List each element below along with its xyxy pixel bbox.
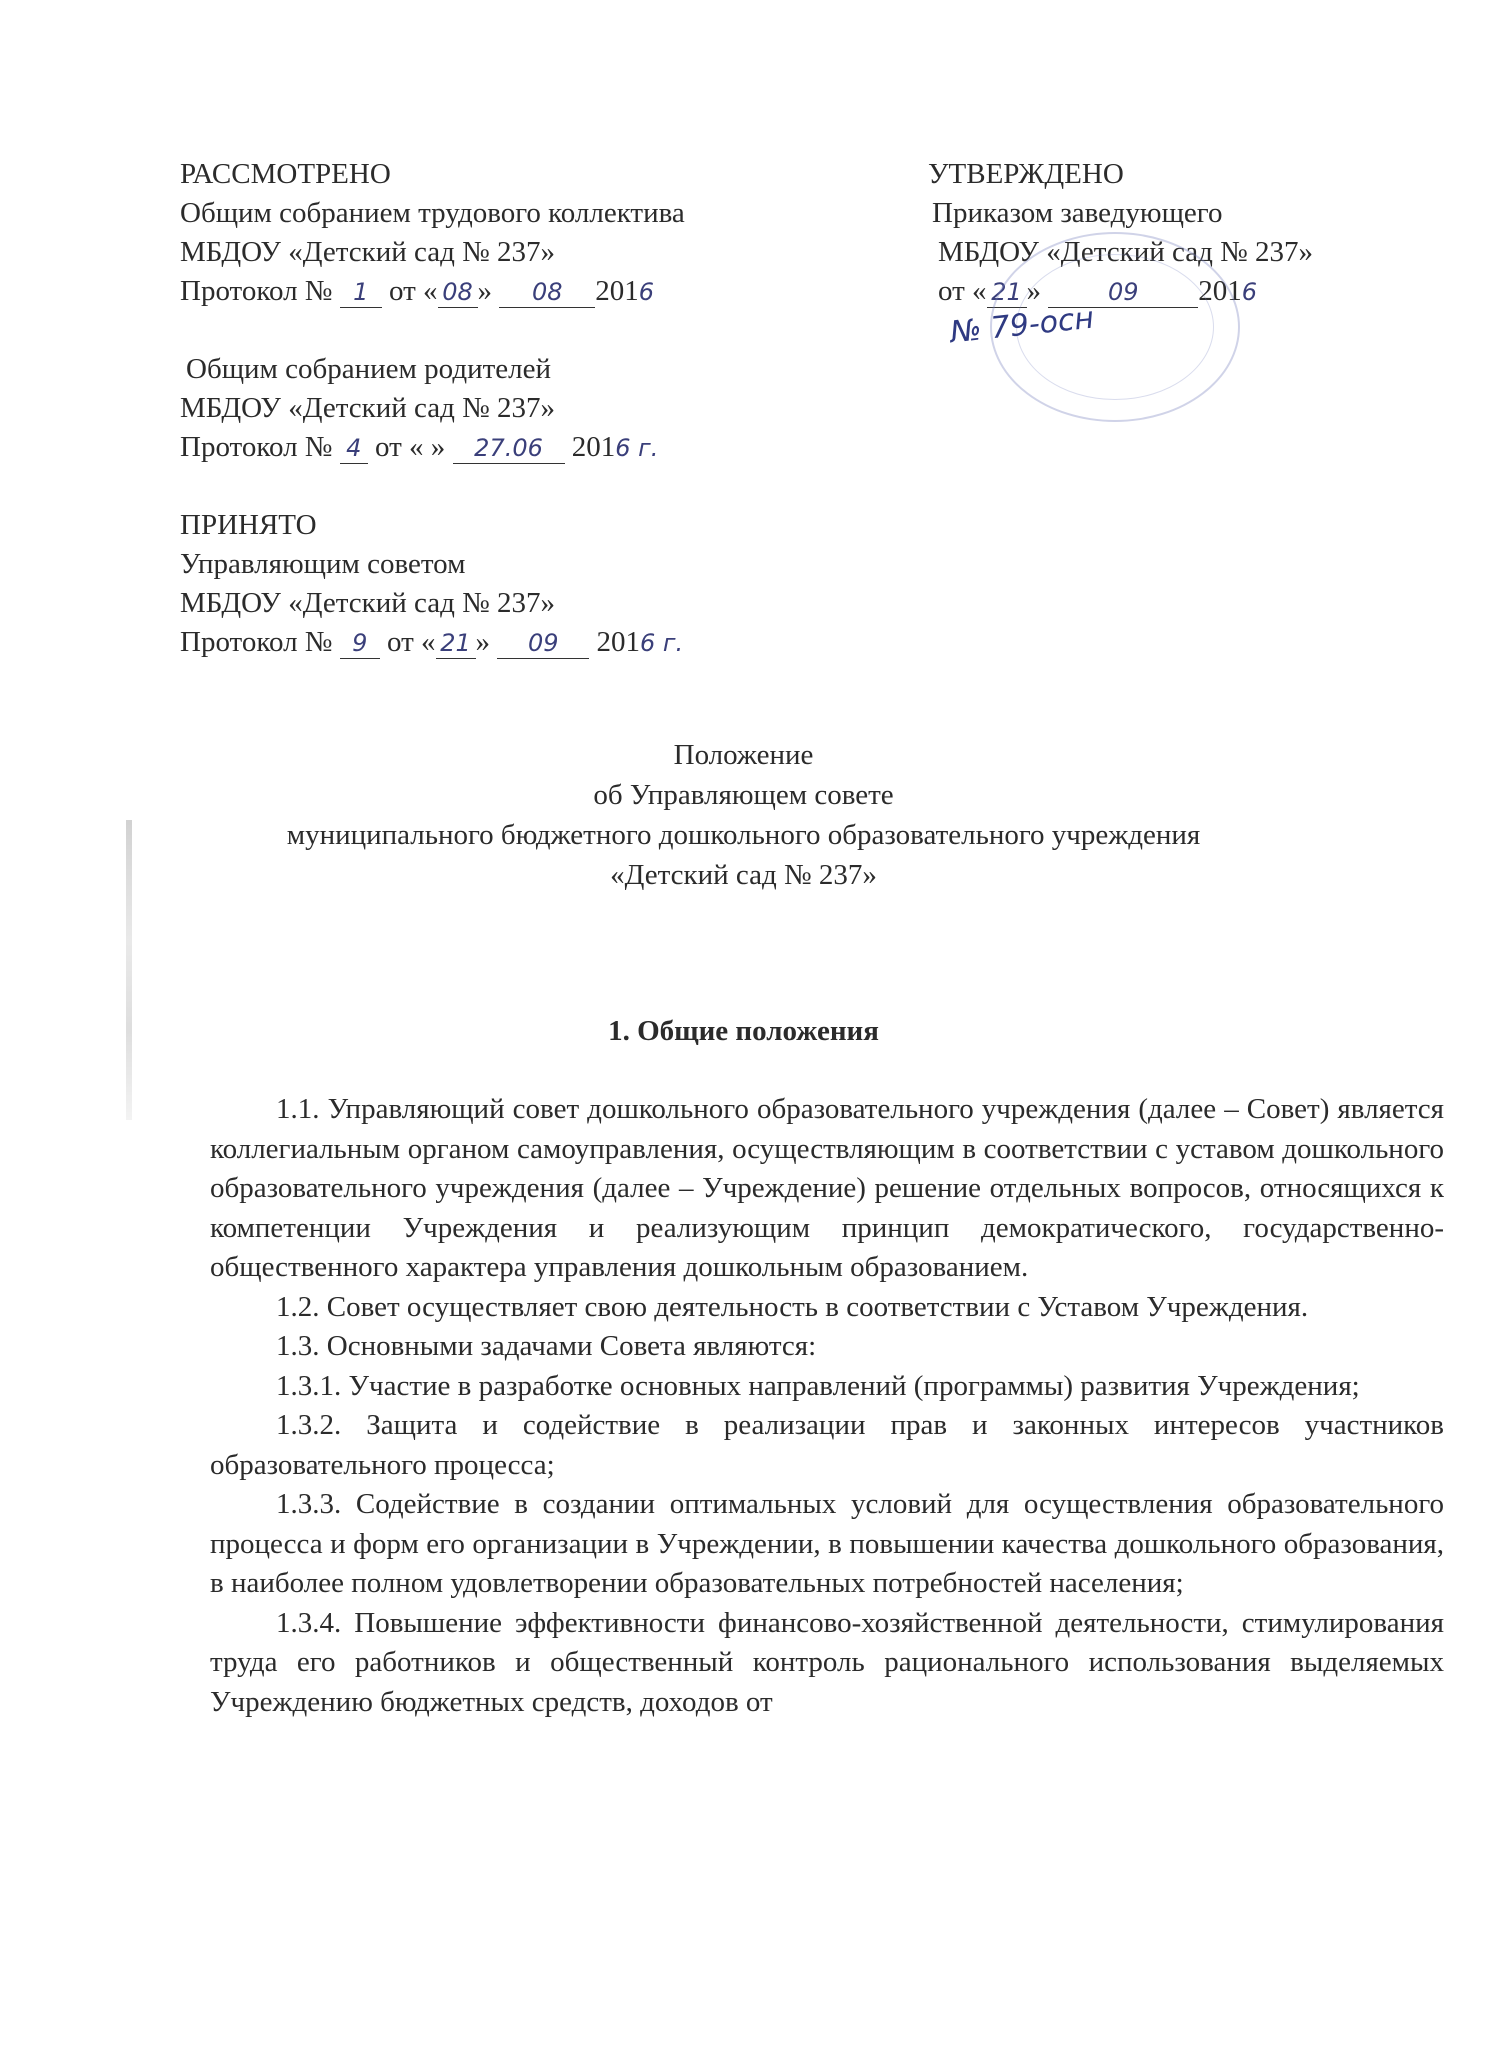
section-heading: 1. Общие положения bbox=[608, 1015, 879, 1047]
order-year: 201 bbox=[1198, 275, 1242, 307]
protocol-from: от « bbox=[386, 626, 436, 658]
order-day: 21 bbox=[991, 278, 1022, 306]
protocol-line bbox=[180, 428, 685, 467]
title-line: Положение bbox=[673, 739, 814, 771]
protocol-line bbox=[180, 272, 685, 311]
general-meeting-staff: Общим собранием трудового коллектива bbox=[180, 197, 685, 229]
protocol-from: от « » bbox=[374, 431, 446, 463]
protocol-number: 4 bbox=[346, 434, 362, 462]
protocol-month: 09 bbox=[528, 629, 559, 657]
protocol-day: 21 bbox=[440, 629, 471, 657]
protocol-number: 9 bbox=[352, 629, 368, 657]
paragraph: 1.3.2. Защита и содействие в реализации прав и законных интересов участников образовательного процесса; bbox=[210, 1409, 1444, 1481]
protocol-number: 1 bbox=[353, 278, 369, 306]
section-body bbox=[210, 1090, 1444, 1722]
paragraph: 1.2. Совет осуществляет свою деятельность в соответствии с Уставом Учреждения. bbox=[276, 1290, 1309, 1323]
protocol-year: 201 bbox=[571, 431, 616, 463]
paragraph: 1.3.1. Участие в разработке основных направлений (программы) развития Учреждения; bbox=[276, 1369, 1360, 1402]
protocol-year: 201 bbox=[595, 275, 639, 307]
order-year-hand: 6 bbox=[1241, 278, 1258, 306]
order-number-handwritten: № 79-осн bbox=[948, 300, 1096, 351]
protocol-close: » bbox=[475, 626, 491, 658]
protocol-month: 08 bbox=[532, 278, 563, 306]
institution-name: МБДОУ «Детский сад № 237» bbox=[938, 236, 1314, 268]
institution-name: МБДОУ «Детский сад № 237» bbox=[180, 236, 556, 268]
protocol-from: от « bbox=[388, 275, 438, 307]
protocol-year-hand: 6 г. bbox=[615, 434, 659, 462]
order-label: Приказом заведующего bbox=[932, 197, 1223, 229]
considered-label: РАССМОТРЕНО bbox=[180, 158, 391, 190]
protocol-year-hand: 6 bbox=[638, 278, 655, 306]
institution-name: МБДОУ «Детский сад № 237» bbox=[180, 587, 556, 619]
title-line: «Детский сад № 237» bbox=[610, 859, 877, 891]
protocol-year-hand: 6 г. bbox=[640, 629, 684, 657]
paragraph: 1.3.4. Повышение эффективности финансово-хозяйственной деятельности, стимулирования труда его работников и общественный контроль рационального использования выделяемых Учреждению бюджетных средств, доходов от bbox=[210, 1606, 1444, 1718]
approved-label: УТВЕРЖДЕНО bbox=[928, 158, 1124, 190]
protocol-prefix: Протокол № bbox=[180, 431, 333, 463]
protocol-day: 08 bbox=[442, 278, 473, 306]
title-line: муниципального бюджетного дошкольного образовательного учреждения bbox=[286, 819, 1201, 851]
order-month: 09 bbox=[1108, 278, 1139, 306]
protocol-prefix: Протокол № bbox=[180, 626, 333, 658]
protocol-year: 201 bbox=[596, 626, 641, 658]
managing-council: Управляющим советом bbox=[180, 548, 466, 580]
protocol-line bbox=[180, 623, 685, 662]
order-close: » bbox=[1026, 275, 1042, 307]
document-title bbox=[0, 735, 1487, 895]
paragraph: 1.3.3. Содействие в создании оптимальных условий для осуществления образовательного процесса и форм его организации в Учреждении, в повышении качества дошкольного образования, в наиболее полном удовлетворении образовательных потребностей населения; bbox=[210, 1488, 1444, 1599]
order-from: от « bbox=[938, 275, 987, 307]
general-meeting-parents: Общим собранием родителей bbox=[186, 353, 552, 385]
title-line: об Управляющем совете bbox=[593, 779, 894, 811]
left-approval-block bbox=[180, 155, 685, 662]
protocol-close: » bbox=[477, 275, 493, 307]
paragraph: 1.3. Основными задачами Совета являются: bbox=[276, 1330, 817, 1362]
paragraph: 1.1. Управляющий совет дошкольного образовательного учреждения (далее – Совет) является коллегиальным органом самоуправления, осуществляющим в соответствии с уставом дошкольного образовательного учреждения (далее – Учреждение) решение отдельных вопросов, относящихся к компетенции Учреждения и реализующим принцип демократического, государственно-общественного характера управления дошкольным образованием. bbox=[210, 1093, 1444, 1283]
protocol-prefix: Протокол № bbox=[180, 275, 333, 307]
protocol-date: 27.06 bbox=[474, 434, 543, 462]
institution-name: МБДОУ «Детский сад № 237» bbox=[180, 392, 556, 424]
accepted-label: ПРИНЯТО bbox=[180, 509, 317, 541]
